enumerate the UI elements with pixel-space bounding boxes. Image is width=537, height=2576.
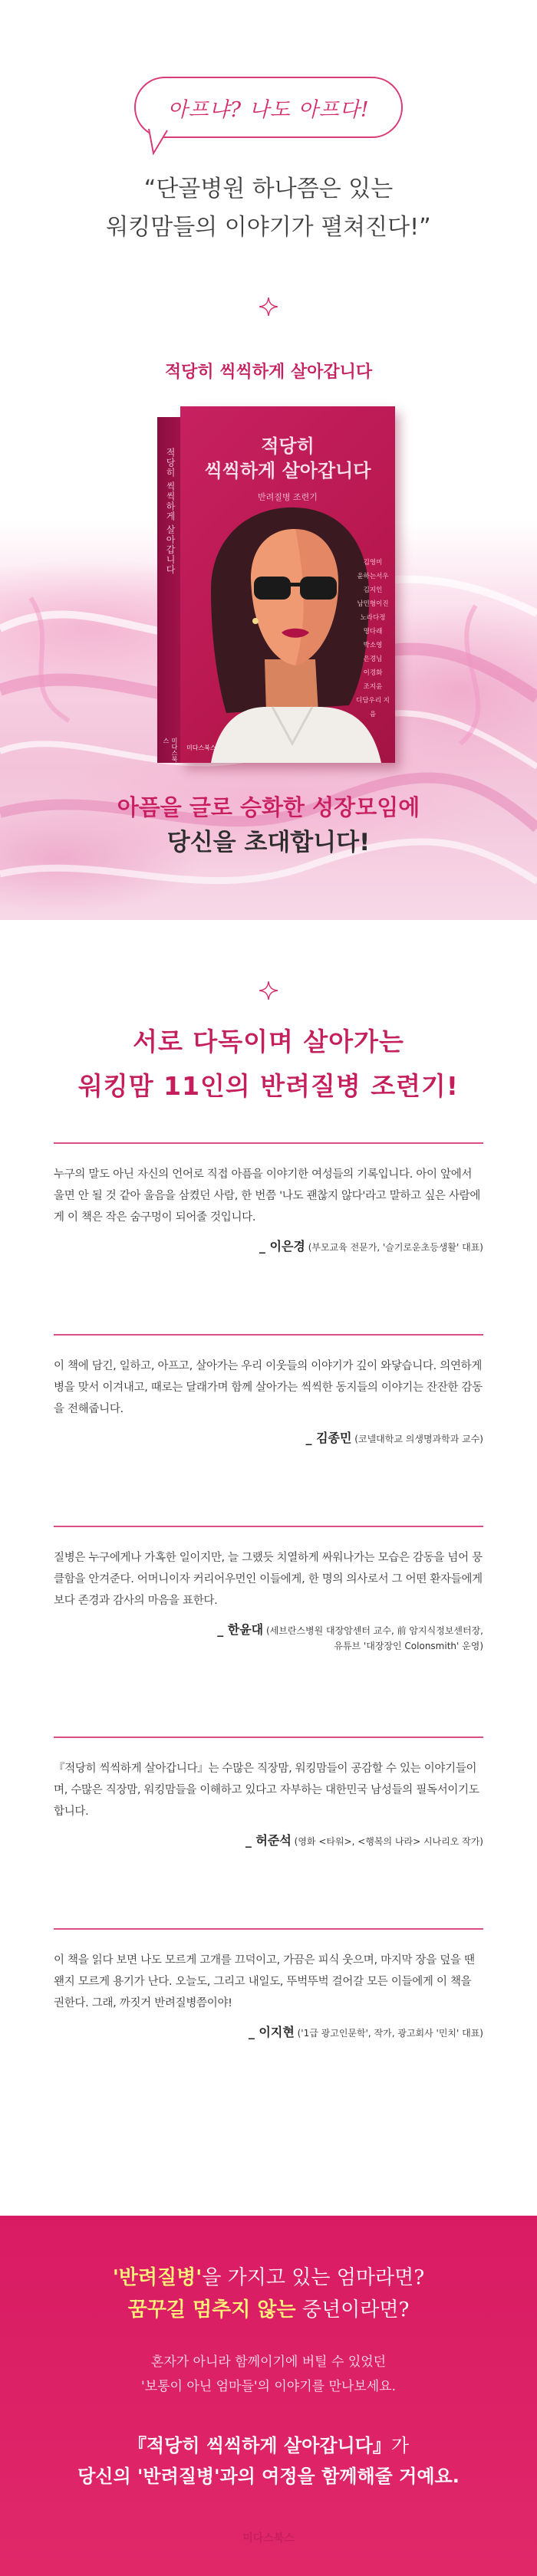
cta-text: 가 — [390, 2435, 410, 2456]
book-cover-subtitle: 반려질병 조련기 — [258, 492, 318, 502]
review-text: 누구의 말도 아닌 자신의 언어로 직접 아픔을 이야기한 여성들의 기록입니다. 아이 앞에서 울면 안 될 것 같아 울음을 삼켰던 사람, 한 번쯤 '나도 괜찮지 않다'라고 말하고 싶은 사람에게 이 책은 작은 숨구멍이 되어줄 것입니다. — [54, 1168, 481, 1224]
reviewer-name: _ 김종민 — [305, 1431, 352, 1445]
reviews-section — [0, 920, 537, 2216]
cta-section — [0, 2216, 537, 2576]
reviewer-name: _ 이지현 — [248, 2025, 295, 2039]
invite-line-2: 당신을 초대합니다! — [166, 829, 371, 856]
spine-title: 적당히 씩씩하게 살아갑니다 — [165, 448, 176, 575]
review-signature — [54, 1239, 483, 1255]
author-name: 명다래 — [363, 628, 383, 636]
review-text: 질병은 누구에게나 가혹한 일이지만, 늘 그랬듯 치열하게 싸워나가는 모습은 감동을 넘어 뭉클함을 안겨준다. 어머니이자 커리어우먼인 이들에게, 한 명의 의사로서 그 어떤 환자들에게보다 존경과 감사의 마음을 표한다. — [54, 1552, 483, 1607]
book-front — [180, 406, 395, 763]
reviewer-role: (세브란스병원 대장암센터 교수, 前 암지식정보센터장, — [265, 1625, 483, 1636]
reviewer-role: (코넬대학교 의생명과학과 교수) — [354, 1434, 483, 1444]
bubble-text: 아프냐? 나도 아프다! — [167, 97, 370, 122]
sparkle-icon — [259, 981, 278, 1000]
author-name: 디담우리 지음 — [356, 697, 390, 718]
review-text: 이 책을 읽다 보면 나도 모르게 고개를 끄덕이고, 가끔은 피식 웃으며, 마지막 장을 덮을 땐 왠지 모르게 용기가 난다. 오늘도, 그리고 내일도, 뚜벅뚜벅 걸어갈 모든 이들에게 이 책을 권한다. 그래, 까짓거 반려질병쯤이야! — [54, 1954, 475, 2009]
divider — [54, 1334, 483, 1336]
invite-text — [0, 790, 537, 860]
quote-line-1: “단골병원 하나쯤은 있는 — [143, 176, 394, 202]
reviewer-role-cont: 유튜브 '대장장인 Colonsmith' 운영) — [334, 1641, 483, 1651]
cta-line-6: 당신의 '반려질병'과의 여정을 함께해줄 거예요. — [77, 2466, 460, 2487]
reviewer-name: _ 허준석 — [245, 1833, 292, 1848]
reviewer-name: _ 이은경 — [259, 1239, 305, 1254]
publisher-logo: 미다스북스 — [242, 2532, 295, 2545]
cta-highlight: 꿈꾸길 멈추지 않는 — [127, 2298, 296, 2321]
divider — [54, 1526, 483, 1527]
author-name: 조지윤 — [363, 683, 383, 691]
cta-highlight: '반려질병' — [112, 2266, 203, 2289]
headline-line-2: 워킹맘 11인의 반려질병 조련기! — [78, 1071, 459, 1101]
reviewer-role: (부모교육 전문가, '슬기로운초등생활' 대표) — [308, 1242, 483, 1253]
author-name: 남민형이진 — [357, 600, 389, 608]
review-signature — [54, 1431, 483, 1447]
book-spine — [157, 417, 183, 763]
cta-line-3: 혼자가 아니라 함께이기에 버틸 수 있었던 — [150, 2354, 387, 2370]
divider — [54, 1928, 483, 1930]
book-title-line-2: 씩씩하게 살아갑니다 — [204, 459, 371, 481]
hero-section — [0, 0, 537, 920]
cta-line-4: '보통이 아닌 엄마들'의 이야기를 만나보세요. — [141, 2379, 396, 2394]
author-name: 노라다정 — [360, 614, 386, 622]
reviewer-role: ('1급 광고인문학', 작가, 광고회사 '민치' 대표) — [297, 2028, 483, 2039]
review-card — [54, 1526, 483, 1654]
section-headline — [0, 1020, 537, 1109]
book-cover-title — [180, 434, 395, 483]
cta-book-title: 『적당히 씩씩하게 살아갑니다』 — [127, 2435, 391, 2456]
quote-line-2: 워킹맘들의 이야기가 펼쳐진다!” — [106, 214, 431, 241]
cta-text: 을 가지고 있는 엄마라면? — [202, 2266, 425, 2289]
sparkle-icon — [259, 297, 278, 316]
spine-publisher: 미다스북스 — [163, 738, 178, 762]
book-publisher-logo: 미다스북스 — [186, 744, 216, 751]
cta-line-2 — [0, 2294, 537, 2326]
review-signature — [54, 1833, 483, 1849]
author-name: 박소영 — [363, 642, 383, 649]
review-text: 이 책에 담긴, 일하고, 아프고, 살아가는 우리 이웃들의 이야기가 깊이 와닿습니다. 의연하게 병을 맞서 이겨내고, 때로는 달래가며 함께 살아가는 씩씩한 동지들의 이야기는 잔잔한 감동을 전해줍니다. — [54, 1360, 483, 1415]
speech-bubble — [134, 77, 403, 138]
author-name: 김영미 — [363, 559, 383, 567]
review-card — [54, 1737, 483, 1849]
divider — [54, 1142, 483, 1144]
review-card — [54, 1334, 483, 1447]
invite-line-1: 아픔을 글로 승화한 성장모임에 — [117, 794, 420, 820]
author-name: 윤하는서우 — [357, 573, 389, 580]
review-card — [54, 1928, 483, 2041]
review-text: 『적당히 씩씩하게 살아갑니다』는 수많은 직장맘, 워킹맘들이 공감할 수 있는 이야기들이며, 수많은 직장맘, 워킹맘들을 이해하고 있다고 자부하는 대한민국 남성들의 필독서이기도 합니다. — [54, 1763, 479, 1818]
review-signature — [54, 1622, 483, 1654]
author-name: 김지인 — [363, 586, 383, 594]
book-title-line-1: 적당히 — [261, 435, 315, 457]
speech-bubble-tail-icon — [146, 129, 173, 156]
book-cover — [157, 406, 395, 763]
book-caption: 적당히 씩씩하게 살아갑니다 — [164, 363, 373, 382]
review-card — [54, 1142, 483, 1255]
author-name: 이경화 — [363, 669, 383, 677]
review-signature — [54, 2025, 483, 2041]
author-name: 은경님 — [363, 656, 383, 663]
cta-text: 중년이라면? — [295, 2298, 410, 2321]
hero-quote — [0, 170, 537, 247]
cta-line-5 — [0, 2430, 537, 2461]
reviewer-role: (영화 <타워>, <행복의 나라> 시나리오 작가) — [294, 1836, 483, 1847]
cta-line-1 — [0, 2262, 537, 2294]
headline-line-1: 서로 다독이며 살아가는 — [133, 1027, 404, 1056]
book-authors-list — [354, 556, 392, 721]
reviewer-name: _ 한윤대 — [217, 1622, 264, 1637]
divider — [54, 1737, 483, 1738]
